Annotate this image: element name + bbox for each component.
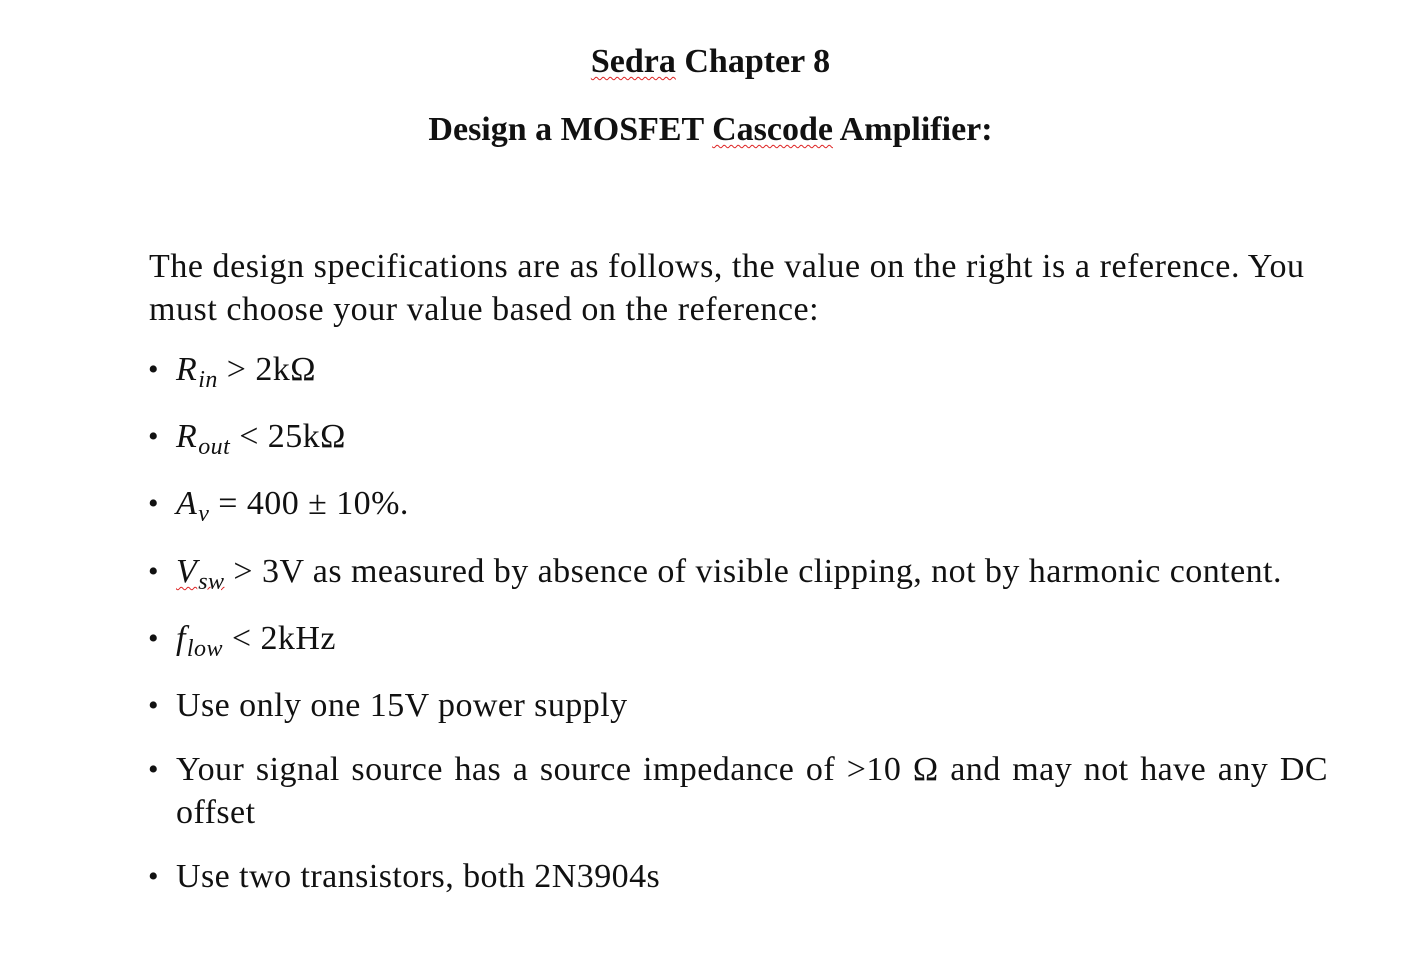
spec-item-flow <box>148 617 1328 664</box>
document-subtitle <box>0 110 1421 150</box>
document-title-rest: Chapter 8 <box>675 43 831 80</box>
subtitle-part-2: Amplifier: <box>833 111 993 148</box>
spec-text: = 400 ± 10%. <box>209 485 409 522</box>
spec-text: < 25kΩ <box>230 418 346 455</box>
spellcheck-word-cascode: Cascode <box>712 111 833 148</box>
bullet-icon: • <box>148 860 159 893</box>
spec-item-signal-source <box>148 748 1328 834</box>
bullet-icon: • <box>148 689 159 722</box>
spec-symbol: f <box>176 620 186 657</box>
bullet-icon: • <box>148 487 159 520</box>
spec-text: > 2kΩ <box>217 351 316 388</box>
spec-subscript: v <box>198 501 210 527</box>
spec-text: Use two transistors, both 2N3904s <box>176 858 661 895</box>
spec-item-power-supply <box>148 684 1328 727</box>
bullet-icon: • <box>148 353 159 386</box>
spec-symbol: V <box>176 553 198 590</box>
bullet-icon: • <box>148 555 159 588</box>
spec-item-vsw <box>148 550 1328 597</box>
spec-item-transistors <box>148 855 1328 898</box>
spec-symbol: R <box>176 351 198 388</box>
spellcheck-word-sedra: Sedra <box>590 43 676 80</box>
subtitle-part-1: Design a MOSFET <box>428 111 713 148</box>
bullet-icon: • <box>148 622 159 655</box>
spec-subscript: out <box>198 434 231 460</box>
spec-item-av <box>148 482 1328 529</box>
spec-subscript: low <box>186 636 223 662</box>
spec-symbol: A <box>176 485 198 522</box>
spec-list <box>148 348 1328 898</box>
spec-text: Your signal source has a source impedance of >10 Ω and may not have any DC offset <box>176 751 1328 831</box>
spec-subscript: sw <box>198 569 225 595</box>
spellcheck-symbol-vsw <box>176 553 225 595</box>
document-title <box>0 42 1421 82</box>
spec-symbol: R <box>176 418 198 455</box>
spec-text: Use only one 15V power supply <box>176 687 628 724</box>
intro-paragraph: The design specifications are as follows, the value on the right is a reference. You must choose your value based on the reference: <box>149 248 1305 328</box>
spec-text: < 2kHz <box>222 620 336 657</box>
spec-subscript: in <box>198 367 218 393</box>
spec-text: > 3V as measured by absence of visible clipping, not by harmonic content. <box>224 553 1282 590</box>
spec-item-rout <box>148 415 1328 462</box>
bullet-icon: • <box>148 753 159 786</box>
spec-item-rin <box>148 348 1328 395</box>
bullet-icon: • <box>148 420 159 453</box>
